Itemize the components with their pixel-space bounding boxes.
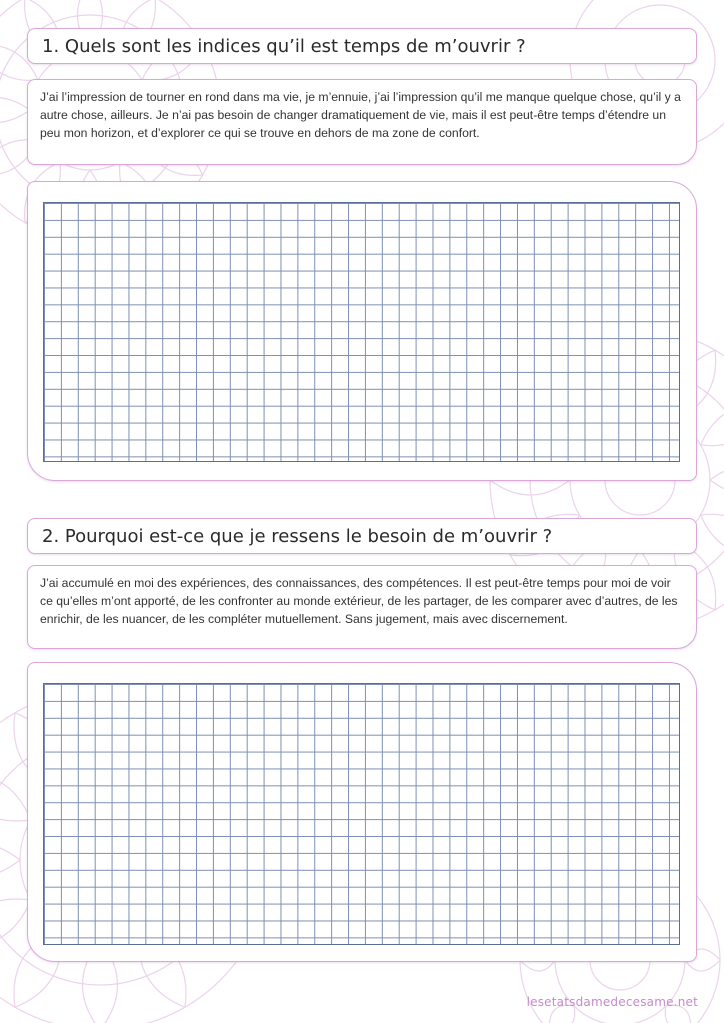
- section-2-title-text: 2. Pourquoi est-ce que je ressens le besoin de m’ouvrir ?: [42, 525, 553, 547]
- section-1-grid[interactable]: [43, 202, 680, 462]
- section-2-intro: [27, 565, 697, 649]
- section-2-grid[interactable]: [43, 683, 680, 945]
- section-2-title: [27, 518, 697, 554]
- section-1-title: [27, 28, 697, 64]
- section-1-intro: [27, 79, 697, 165]
- section-2-intro-text: J’ai accumulé en moi des expériences, des connaissances, des compétences. Il est peut-être temps pour moi de voir ce qu’elles m’ont apporté, de les confronter au monde extérieur, de les partager, de les comparer avec d’autres, de les enrichir, de les nuancer, de les compléter mutuellement. Sans jugement, mais avec discernement.: [40, 576, 678, 626]
- section-1-title-text: 1. Quels sont les indices qu’il est temps de m’ouvrir ?: [42, 35, 526, 57]
- section-2-writing-area: [27, 662, 697, 962]
- section-1-writing-area: [27, 181, 697, 481]
- section-1-intro-text: J’ai l’impression de tourner en rond dans ma vie, je m’ennuie, j’ai l’impression qu’il me manque quelque chose, qu’il y a autre chose, ailleurs. Je n’ai pas besoin de changer dramatiquement de vie, mais il est peut-être temps d’étendre un peu mon horizon, et d’explorer ce qui se trouve en dehors de ma zone de confort.: [40, 90, 681, 140]
- footer-website: lesetatsdamedecesame.net: [526, 995, 698, 1009]
